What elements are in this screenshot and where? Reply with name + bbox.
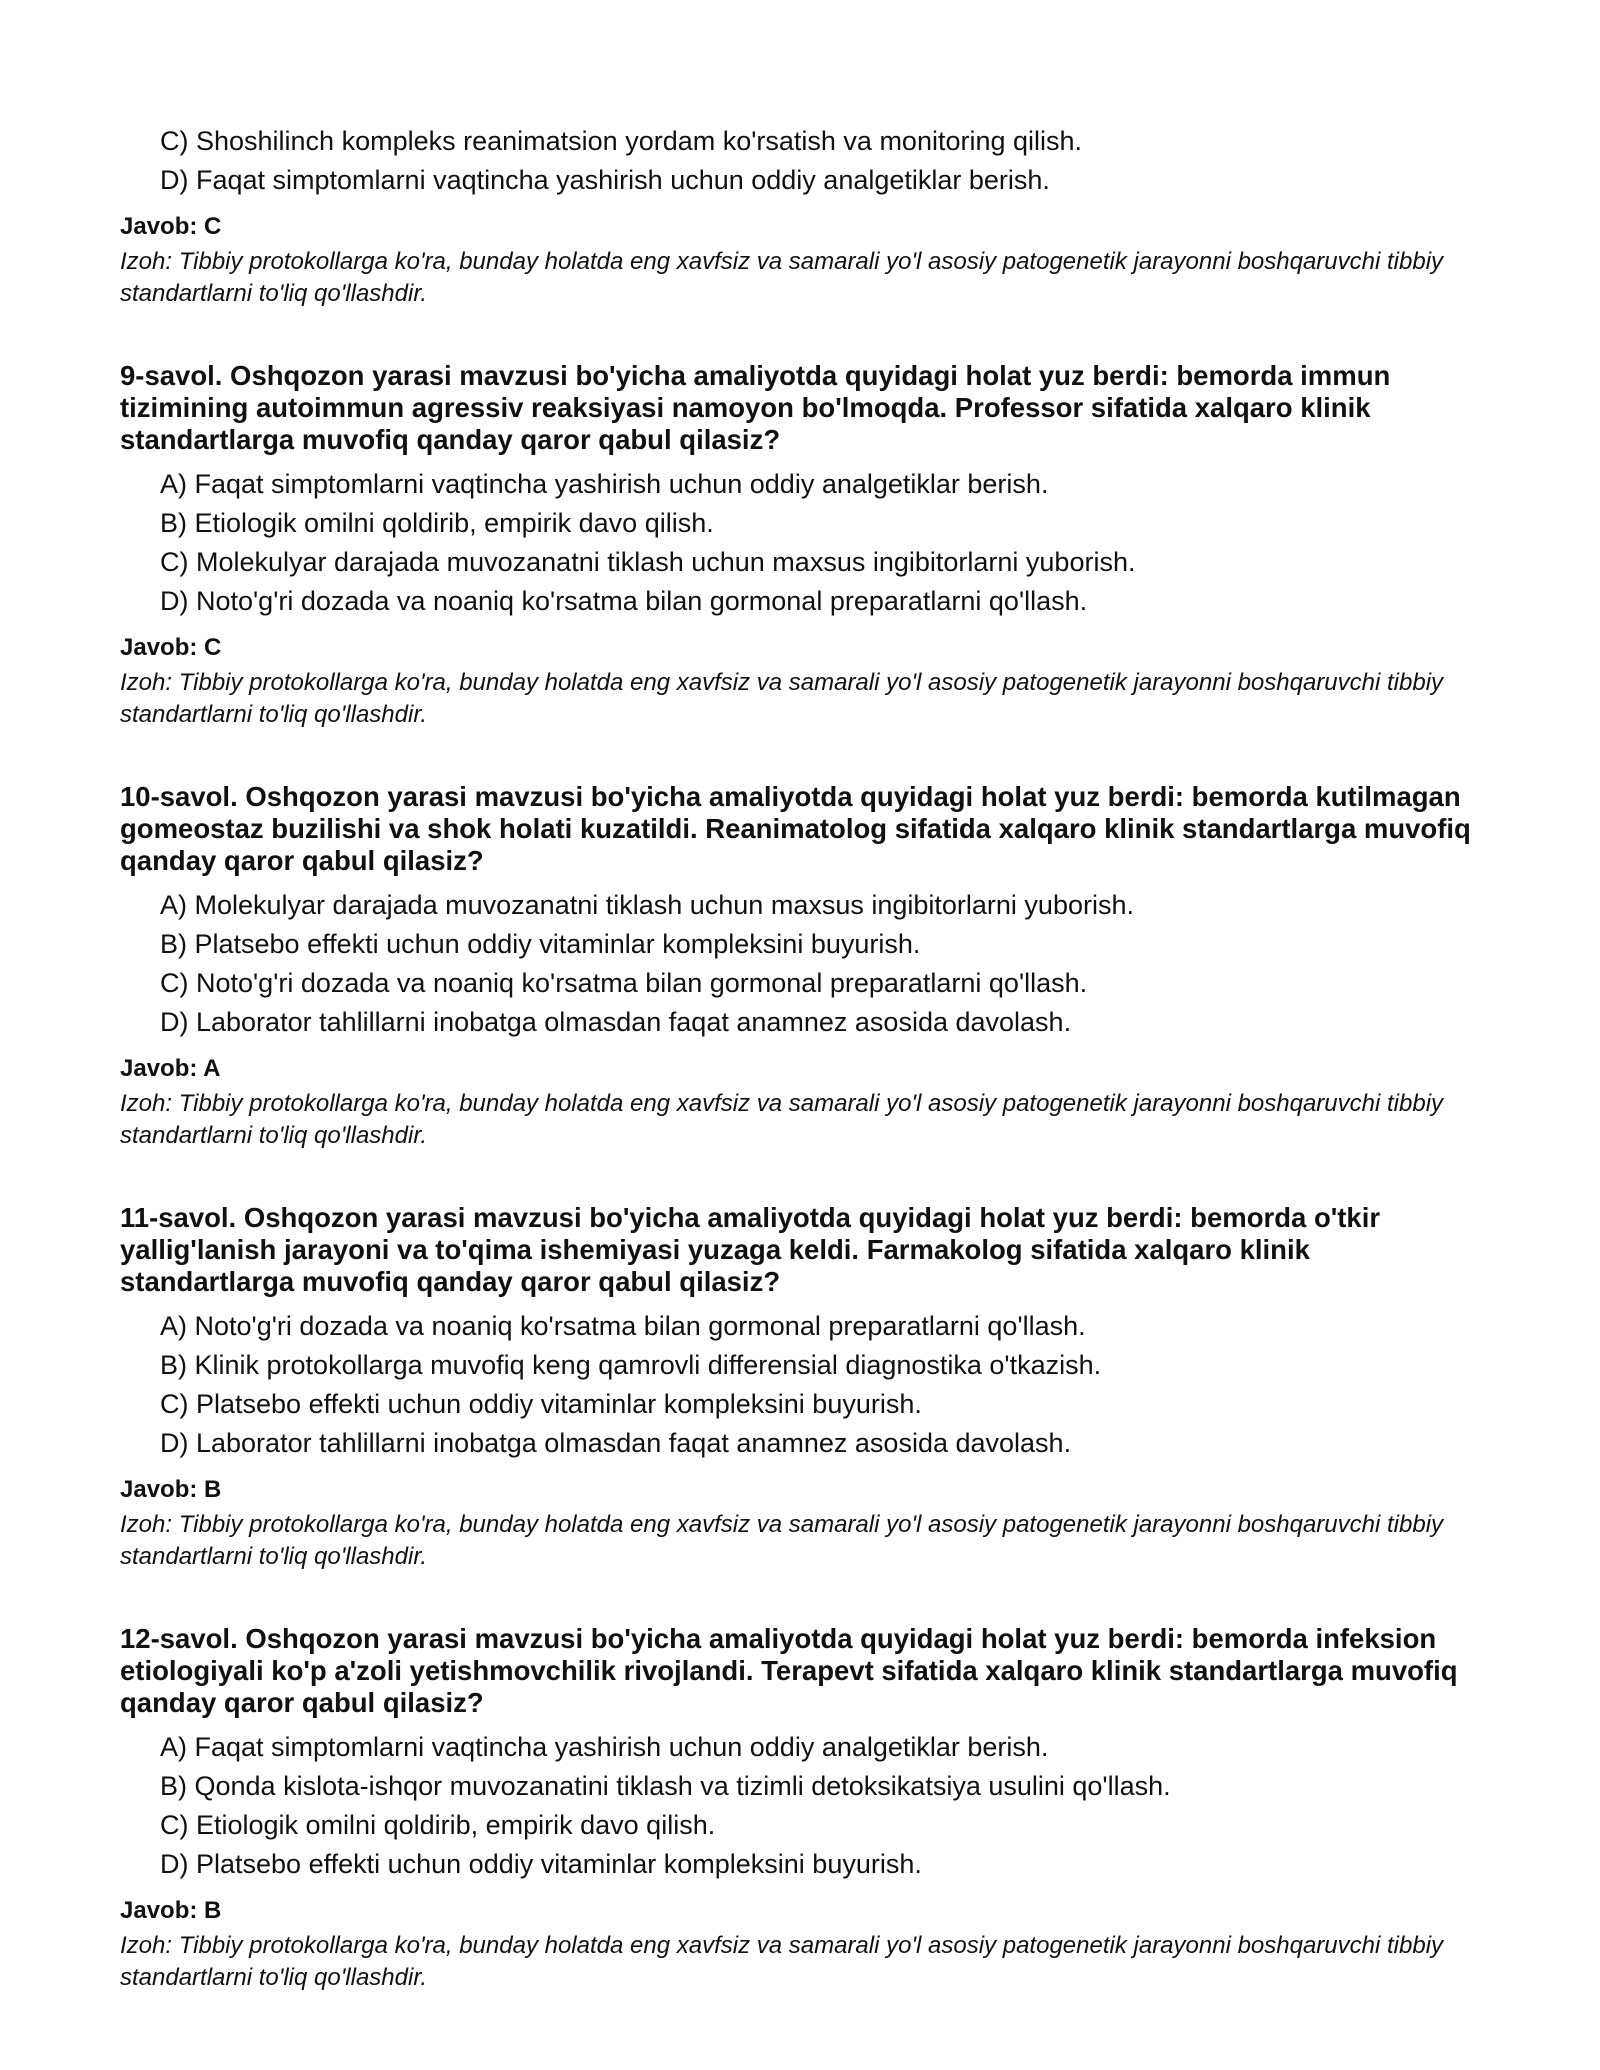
option-d: D) Noto'g'ri dozada va noaniq ko'rsatma bilan gormonal preparatlarni qo'llash.: [160, 586, 1088, 616]
question-11: [120, 1202, 1490, 1573]
question-text: 11-savol. Oshqozon yarasi mavzusi bo'yicha amaliyotda quyidagi holat yuz berdi: bemorda o'tkir yallig'lanish jarayoni va to'qima ishemiyasi yuzaga keldi. Farmakolog sifatida xalqaro klinik standartlarga muvofiq qanday qaror qabul qilasiz?: [120, 1202, 1381, 1297]
explanation-note: Izoh: Tibbiy protokollarga ko'ra, bunday holatda eng xavfsiz va samarali yo'l asosiy patogenetik jarayonni boshqaruvchi tibbiy standartlarni to'liq qo'llashdir.: [120, 1932, 1444, 1991]
option-a: A) Noto'g'ri dozada va noaniq ko'rsatma bilan gormonal preparatlarni qo'llash.: [160, 1311, 1086, 1341]
option-b: B) Qonda kislota-ishqor muvozanatini tiklash va tizimli detoksikatsiya usulini qo'llash.: [160, 1771, 1171, 1801]
answer-label: Javob: B: [120, 1476, 222, 1503]
question-text: 10-savol. Oshqozon yarasi mavzusi bo'yicha amaliyotda quyidagi holat yuz berdi: bemorda kutilmagan gomeostaz buzilishi va shok holati kuzatildi. Reanimatolog sifatida xalqaro klinik standartlarga muvofiq qanday qaror qabul qilasiz?: [120, 781, 1471, 876]
answer-label: Javob: C: [120, 634, 222, 661]
option-a: A) Faqat simptomlarni vaqtincha yashirish uchun oddiy analgetiklar berish.: [160, 469, 1049, 499]
question-text: 12-savol. Oshqozon yarasi mavzusi bo'yicha amaliyotda quyidagi holat yuz berdi: bemorda infeksion etiologiyali ko'p a'zoli yetishmovchilik rivojlandi. Terapevt sifatida xalqaro klinik standartlarga muvofiq qanday qaror qabul qilasiz?: [120, 1623, 1458, 1718]
option-a: A) Molekulyar darajada muvozanatni tiklash uchun maxsus ingibitorlarni yuborish.: [160, 890, 1134, 920]
option-d: D) Laborator tahlillarni inobatga olmasdan faqat anamnez asosida davolash.: [160, 1428, 1072, 1458]
option-d: D) Faqat simptomlarni vaqtincha yashirish uchun oddiy analgetiklar berish.: [160, 165, 1050, 195]
answer-label: Javob: A: [120, 1055, 221, 1082]
explanation-note: Izoh: Tibbiy protokollarga ko'ra, bunday holatda eng xavfsiz va samarali yo'l asosiy patogenetik jarayonni boshqaruvchi tibbiy standartlarni to'liq qo'llashdir.: [120, 669, 1444, 728]
explanation-note: Izoh: Tibbiy protokollarga ko'ra, bunday holatda eng xavfsiz va samarali yo'l asosiy patogenetik jarayonni boshqaruvchi tibbiy standartlarni to'liq qo'llashdir.: [120, 1090, 1444, 1149]
option-c: C) Molekulyar darajada muvozanatni tiklash uchun maxsus ingibitorlarni yuborish.: [160, 547, 1136, 577]
question-8-tail: [120, 122, 1490, 310]
question-9: [120, 360, 1490, 731]
option-c: C) Noto'g'ri dozada va noaniq ko'rsatma bilan gormonal preparatlarni qo'llash.: [160, 968, 1088, 998]
question-text: 9-savol. Oshqozon yarasi mavzusi bo'yicha amaliyotda quyidagi holat yuz berdi: bemorda immun tizimining autoimmun agressiv reaksiyasi namoyon bo'lmoqda. Professor sifatida xalqaro klinik standartlarga muvofiq qanday qaror qabul qilasiz?: [120, 360, 1391, 455]
option-b: B) Klinik protokollarga muvofiq keng qamrovli differensial diagnostika o'tkazish.: [160, 1350, 1102, 1380]
document-page: [120, 122, 1490, 1994]
explanation-note: Izoh: Tibbiy protokollarga ko'ra, bunday holatda eng xavfsiz va samarali yo'l asosiy patogenetik jarayonni boshqaruvchi tibbiy standartlarni to'liq qo'llashdir.: [120, 248, 1444, 307]
option-d: D) Laborator tahlillarni inobatga olmasdan faqat anamnez asosida davolash.: [160, 1007, 1072, 1037]
option-a: A) Faqat simptomlarni vaqtincha yashirish uchun oddiy analgetiklar berish.: [160, 1732, 1049, 1762]
option-c: C) Shoshilinch kompleks reanimatsion yordam ko'rsatish va monitoring qilish.: [160, 126, 1083, 156]
option-c: C) Platsebo effekti uchun oddiy vitaminlar kompleksini buyurish.: [160, 1389, 922, 1419]
option-d: D) Platsebo effekti uchun oddiy vitaminlar kompleksini buyurish.: [160, 1849, 922, 1879]
answer-label: Javob: C: [120, 213, 222, 240]
option-c: C) Etiologik omilni qoldirib, empirik davo qilish.: [160, 1810, 716, 1840]
question-10: [120, 781, 1490, 1152]
answer-label: Javob: B: [120, 1897, 222, 1924]
option-b: B) Etiologik omilni qoldirib, empirik davo qilish.: [160, 508, 714, 538]
explanation-note: Izoh: Tibbiy protokollarga ko'ra, bunday holatda eng xavfsiz va samarali yo'l asosiy patogenetik jarayonni boshqaruvchi tibbiy standartlarni to'liq qo'llashdir.: [120, 1511, 1444, 1570]
question-12: [120, 1623, 1490, 1994]
option-b: B) Platsebo effekti uchun oddiy vitaminlar kompleksini buyurish.: [160, 929, 921, 959]
